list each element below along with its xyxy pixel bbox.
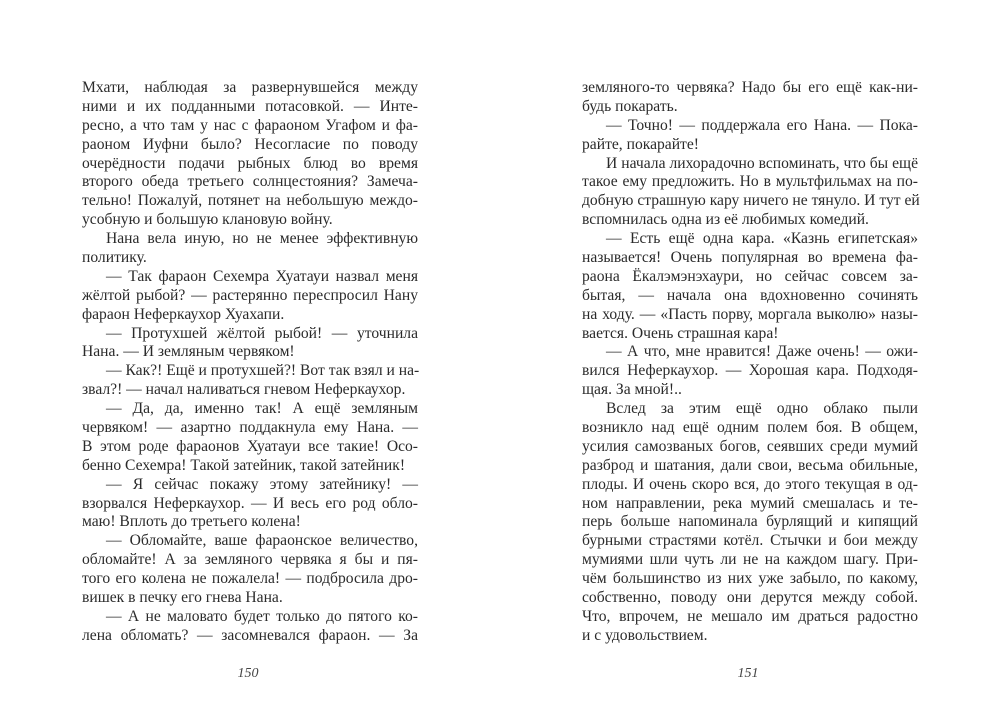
- text-line: фараон Неферкаухор Хуахапи.: [82, 305, 285, 323]
- paragraph: [82, 79, 418, 230]
- text-line: бенно Сехемра! Такой затейник, такой затейник!: [82, 456, 406, 474]
- text-line: возникло над ещё одним полем боя. В общем,: [582, 419, 918, 437]
- text-line: на ходу. — «Пасть порву, моргала выколю» назы-: [582, 305, 918, 323]
- text-line: очерёдности подачи рыбных блюд во время: [82, 154, 418, 172]
- text-line: В этом роде фараонов Хуатауи все такие! Осо-: [82, 437, 418, 455]
- text-line: политику.: [82, 249, 147, 267]
- text-line: бытая, — начала она вдохновенно сочинять: [582, 286, 918, 304]
- text-line: Мхати, наблюдая за развернувшейся между: [82, 79, 418, 96]
- paragraph: [582, 400, 918, 646]
- paragraph: [582, 155, 918, 231]
- paragraph: [82, 268, 418, 325]
- text-line: вается. Очень страшная кара!: [582, 324, 779, 342]
- text-line: усилия самозваных богов, сеявших среди мумий: [582, 437, 918, 455]
- text-line: чём большинство из них уже забыло, по какому,: [582, 570, 918, 588]
- text-line: собственно, поводу они дерутся между собой.: [582, 589, 918, 607]
- text-line: маю! Вплоть до третьего колена!: [82, 513, 301, 531]
- paragraph: [582, 230, 918, 343]
- text-line: вишек в печку его гнева Нана.: [82, 589, 283, 607]
- left-page-text: [82, 79, 418, 646]
- paragraph: [82, 400, 418, 476]
- text-line: — Точно! — поддержала его Нана. — Пока-: [606, 116, 918, 134]
- text-line: Нана. — И земляным червяком!: [82, 343, 295, 361]
- text-line: — А что, мне нравится! Даже очень! — ожи-: [606, 343, 918, 361]
- paragraph: [82, 476, 418, 533]
- text-line: земляного-то червяка? Надо бы его ещё как-ни-: [582, 79, 918, 96]
- text-line: ном направлении, река мумий смешалась и те-: [582, 494, 918, 512]
- text-line: разброд и шатания, дали свои, весьма обильные,: [582, 456, 918, 474]
- text-line: тельно! Пожалуй, потянет на небольшую междо-: [82, 192, 418, 210]
- text-line: взорвался Неферкаухор. — И весь его род обло-: [82, 494, 418, 512]
- text-line: — Обломайте, ваше фараонское величество,: [106, 532, 418, 550]
- text-line: — Протухшей жёлтой рыбой! — уточнила: [106, 324, 418, 342]
- paragraph: [82, 362, 418, 400]
- text-line: вспомнилась одна из её любимых комедий.: [582, 211, 869, 229]
- paragraph: [82, 532, 418, 608]
- text-line: лена обломать? — засомневался фараон. — За: [82, 626, 418, 644]
- text-line: — Как?! Ещё и протухшей?! Вот так взял и на-: [106, 362, 420, 380]
- text-line: называется! Очень популярная во времена фа-: [582, 249, 918, 267]
- paragraph: [82, 325, 418, 363]
- paragraph: [582, 117, 918, 155]
- text-line: такое ему предложить. Но в мультфильмах на по-: [582, 173, 918, 191]
- text-line: Нана вела иную, но не менее эффективную: [106, 230, 418, 248]
- text-line: мумиями шли чуть ли не на каждом шагу. При-: [582, 551, 918, 569]
- paragraph: [82, 230, 418, 268]
- text-line: бурными страстями котёл. Стычки и бои между: [582, 532, 918, 550]
- text-line: второго обеда третьего солнцестояния? Замеча-: [82, 173, 418, 191]
- text-line: усобную и большую клановую войну.: [82, 211, 333, 229]
- text-line: того его колена не пожалела! — подбросила дро-: [82, 570, 418, 588]
- text-line: раоном Иуфни было? Несогласие по поводу: [82, 135, 418, 153]
- text-line: добную страшную кару ничего не тянуло. И тут ей: [582, 192, 920, 210]
- text-line: плоды. И очень скоро вся, до этого текущая в од-: [582, 475, 918, 493]
- text-line: Что, впрочем, не мешало им драться радостно: [582, 607, 918, 625]
- text-line: вился Неферкаухор. — Хорошая кара. Подходя-: [582, 362, 918, 380]
- text-line: Вслед за этим ещё одно облако пыли: [606, 400, 918, 418]
- text-line: обломайте! А за земляного червяка я бы и пя-: [82, 551, 418, 569]
- text-line: и с удовольствием.: [582, 626, 708, 644]
- text-line: раона Ёкалэмэнэхаури, но сейчас совсем за-: [582, 267, 918, 285]
- text-line: звал?! — начал наливаться гневом Неферкаухор.: [82, 381, 406, 399]
- text-line: щая. За мной!..: [582, 381, 682, 399]
- text-line: будь покарать.: [582, 97, 678, 115]
- paragraph: [582, 79, 918, 117]
- text-line: — А не маловато будет только до пятого ко-: [106, 607, 418, 625]
- text-line: ресно, а что там у нас с фараоном Угафом и фа-: [82, 116, 418, 134]
- paragraph: [82, 608, 418, 646]
- paragraph: [582, 343, 918, 400]
- page-number-right: 151: [737, 666, 759, 681]
- text-line: — Да, да, именно так! А ещё земляным: [106, 400, 418, 418]
- page-number-left: 150: [237, 666, 259, 681]
- text-line: ними и их подданными потасовкой. — Инте-: [82, 97, 418, 115]
- text-line: перь больше напоминала бурлящий и кипящий: [582, 513, 918, 531]
- text-line: — Так фараон Сехемра Хуатауи назвал меня: [106, 267, 418, 285]
- text-line: — Есть ещё одна кара. «Казнь египетская»: [606, 230, 918, 248]
- text-line: И начала лихорадочно вспоминать, что бы ещё: [606, 154, 918, 172]
- text-line: червяком! — азартно поддакнула ему Нана. —: [82, 419, 418, 437]
- right-page-text: [582, 79, 918, 646]
- text-line: райте, покарайте!: [582, 135, 699, 153]
- text-line: жёлтой рыбой? — растерянно переспросил Нану: [82, 286, 418, 304]
- text-line: — Я сейчас покажу этому затейнику! —: [106, 475, 418, 493]
